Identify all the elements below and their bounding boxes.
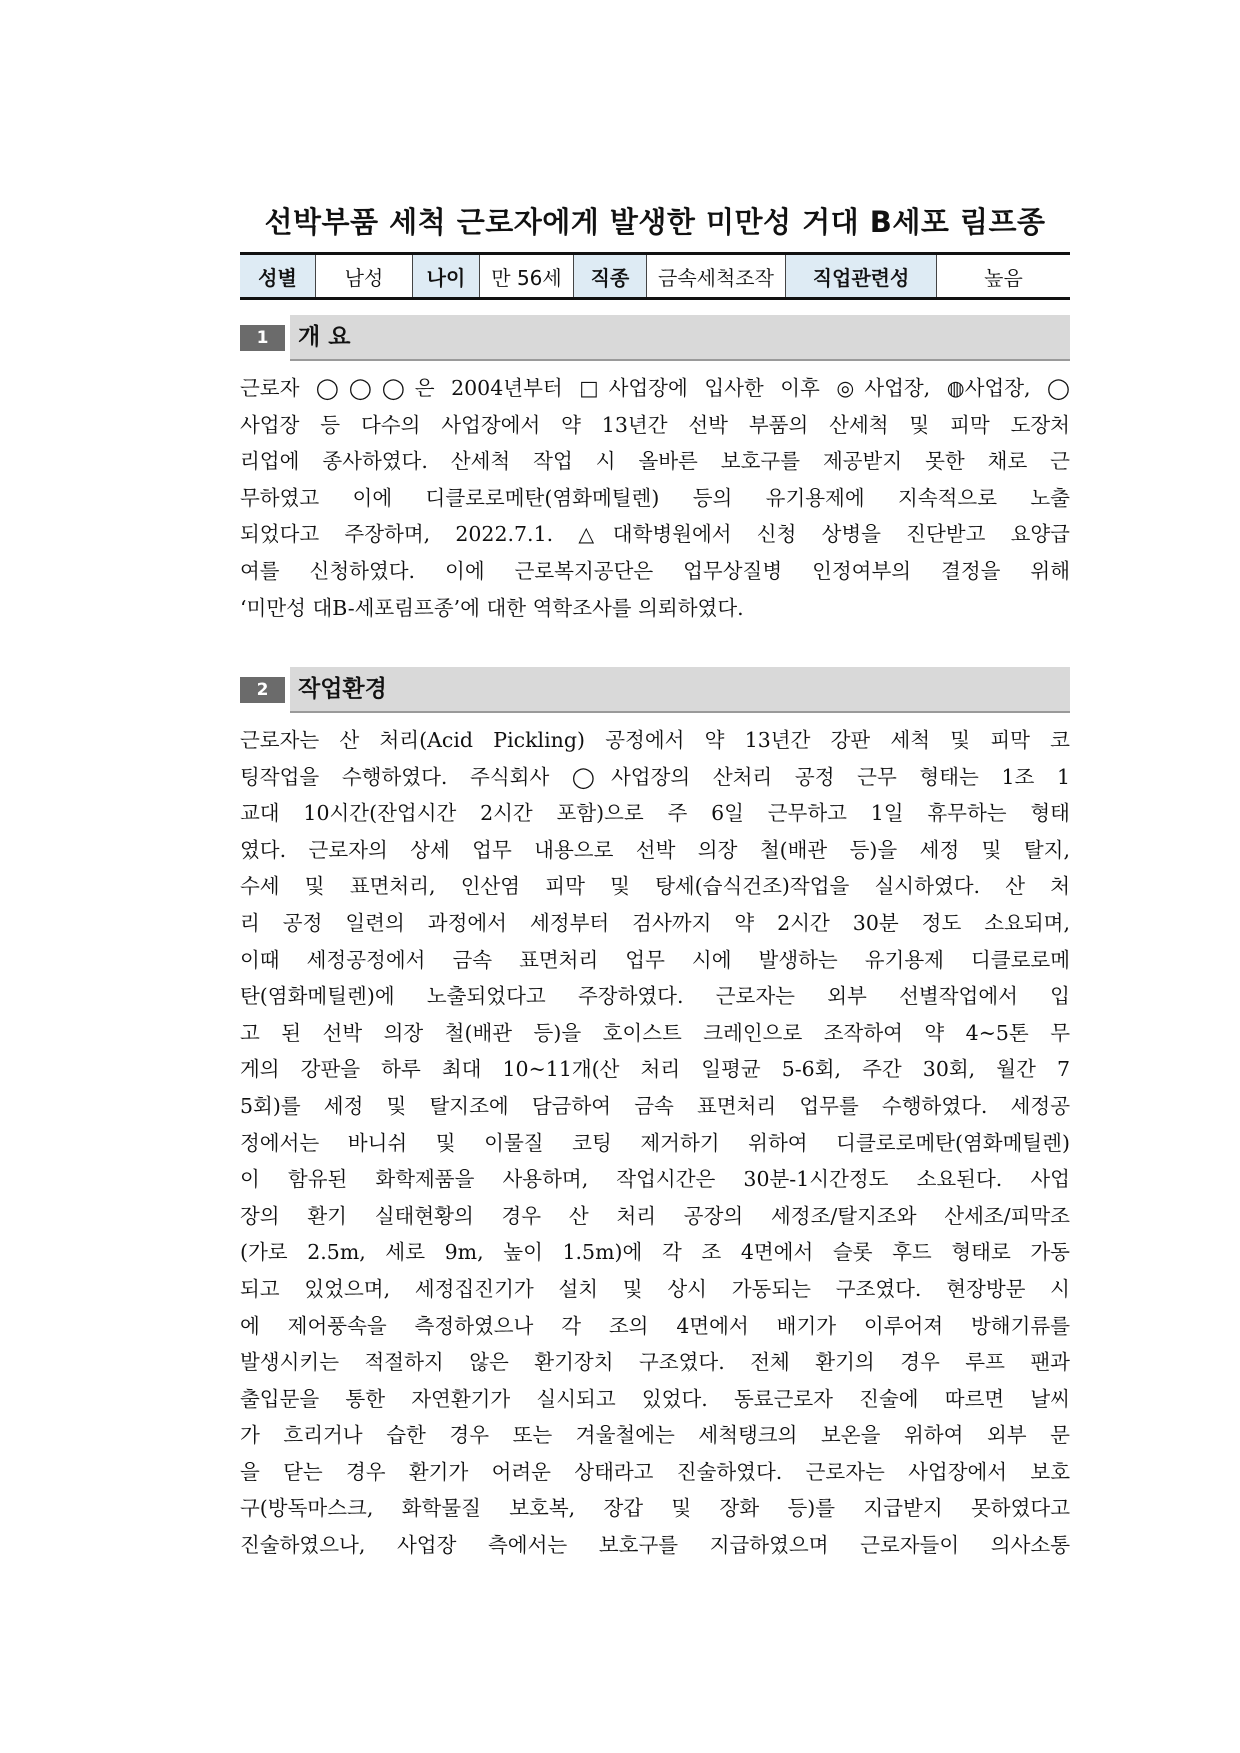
text-line: 되었다고 주장하며, 2022.7.1. △대학병원에서 신청 상병을 진단받고 요양급 [240,522,1070,547]
job-value: 금속세척조작 [647,254,786,299]
text-line: 교대 10시간(잔업시간 2시간 포함)으로 주 6일 근무하고 1일 휴무하는 형태 [240,801,1070,826]
text-line: 가 흐리거나 습한 경우 또는 겨울철에는 세척탱크의 보온을 위하여 외부 문 [240,1423,1070,1448]
text-line: 에 제어풍속을 측정하였으나 각 조의 4면에서 배기가 이루어져 방해기류를 [240,1313,1070,1338]
text-line: 무하였고 이에 디클로로메탄(염화메틸렌) 등의 유기용제에 지속적으로 노출 [240,485,1070,510]
text-line: 수세 및 표면처리, 인산염 피막 및 탕세(습식건조)작업을 실시하였다. 산 처 [240,874,1070,899]
text-line: 장의 환기 실태현황의 경우 산 처리 공장의 세정조/탈지조와 산세조/피막조 [240,1203,1070,1228]
section-header-overview [240,315,1070,359]
age-label: 나이 [413,254,480,299]
section-number: 2 [240,677,285,703]
section-header-bar [290,667,1070,713]
text-line: 되고 있었으며, 세정집진기가 설치 및 상시 가동되는 구조였다. 현장방문 시 [240,1276,1070,1301]
case-info-row [240,254,1070,299]
relevance-label: 직업관련성 [786,254,937,299]
text-line: 출입문을 통한 자연환기가 실시되고 있었다. 동료근로자 진술에 따르면 날씨 [240,1386,1070,1411]
text-line: 이때 세정공정에서 금속 표면처리 업무 시에 발생하는 유기용제 디클로로메 [240,947,1070,972]
text-line: 근로자는 산 처리(Acid Pickling) 공정에서 약 13년간 강판 세척 및 피막 코 [240,728,1070,752]
relevance-value: 높음 [937,254,1071,299]
job-label: 직종 [574,254,647,299]
text-line: 이 함유된 화학제품을 사용하며, 작업시간은 30분-1시간정도 소요된다. 사업 [240,1167,1070,1192]
work-environment-paragraph [240,722,1070,1564]
text-line: (가로 2.5m, 세로 9m, 높이 1.5m)에 각 조 4면에서 슬롯 후드 형태로 가동 [240,1240,1070,1265]
overview-paragraph [240,370,1070,626]
text-line: 였다. 근로자의 상세 업무 내용으로 선박 의장 철(배관 등)을 세정 및 탈지, [240,837,1070,862]
section-heading: 개 요 [298,324,351,350]
text-line: 구(방독마스크, 화학물질 보호복, 장갑 및 장화 등)를 지급받지 못하였다고 [240,1496,1070,1521]
text-line: 고 된 선박 의장 철(배관 등)을 호이스트 크레인으로 조작하여 약 4~5톤 무 [240,1020,1070,1045]
age-value: 만 56세 [480,254,574,299]
text-line: ‘미만성 대B-세포림프종’에 대한 역학조사를 의뢰하였다. [240,595,744,620]
text-line: 5회)를 세정 및 탈지조에 담금하여 금속 표면처리 업무를 수행하였다. 세정공 [240,1093,1070,1118]
gender-label: 성별 [240,254,316,299]
text-line: 발생시키는 적절하지 않은 환기장치 구조였다. 전체 환기의 경우 루프 팬과 [240,1350,1070,1375]
text-line: 탄(염화메틸렌)에 노출되었다고 주장하였다. 근로자는 외부 선별작업에서 입 [240,984,1070,1009]
text-line: 근로자 ◯◯◯은 2004년부터 □사업장에 입사한 이후 ◎사업장, ◍사업장, ◯ [240,376,1070,400]
text-line: 사업장 등 다수의 사업장에서 약 13년간 선박 부품의 산세척 및 피막 도장처 [240,412,1070,437]
page-title: 선박부품 세척 근로자에게 발생한 미만성 거대 B세포 림프종 [264,205,1046,239]
text-line: 리 공정 일련의 과정에서 세정부터 검사까지 약 2시간 30분 정도 소요되며, [240,910,1070,935]
text-line: 정에서는 바니쉬 및 이물질 코팅 제거하기 위하여 디클로로메탄(염화메틸렌) [240,1130,1070,1155]
text-line: 을 닫는 경우 환기가 어려운 상태라고 진술하였다. 근로자는 사업장에서 보호 [240,1459,1070,1484]
case-info-table [240,252,1070,300]
text-line: 게의 강판을 하루 최대 10~11개(산 처리 일평균 5-6회, 주간 30회, 월간 7 [240,1057,1070,1082]
gender-value: 남성 [316,254,413,299]
text-line: 진술하였으나, 사업장 측에서는 보호구를 지급하였으며 근로자들이 의사소통 [240,1533,1070,1558]
section-header-work-environment [240,667,1070,711]
text-line: 리업에 종사하였다. 산세척 작업 시 올바른 보호구를 제공받지 못한 채로 근 [240,449,1070,474]
text-line: 팅작업을 수행하였다. 주식회사 ◯사업장의 산처리 공정 근무 형태는 1조 1 [240,764,1070,789]
text-line: 여를 신청하였다. 이에 근로복지공단은 업무상질병 인정여부의 결정을 위해 [240,558,1070,583]
section-header-bar [290,315,1070,361]
section-number: 1 [240,325,285,351]
section-heading: 작업환경 [298,676,387,702]
